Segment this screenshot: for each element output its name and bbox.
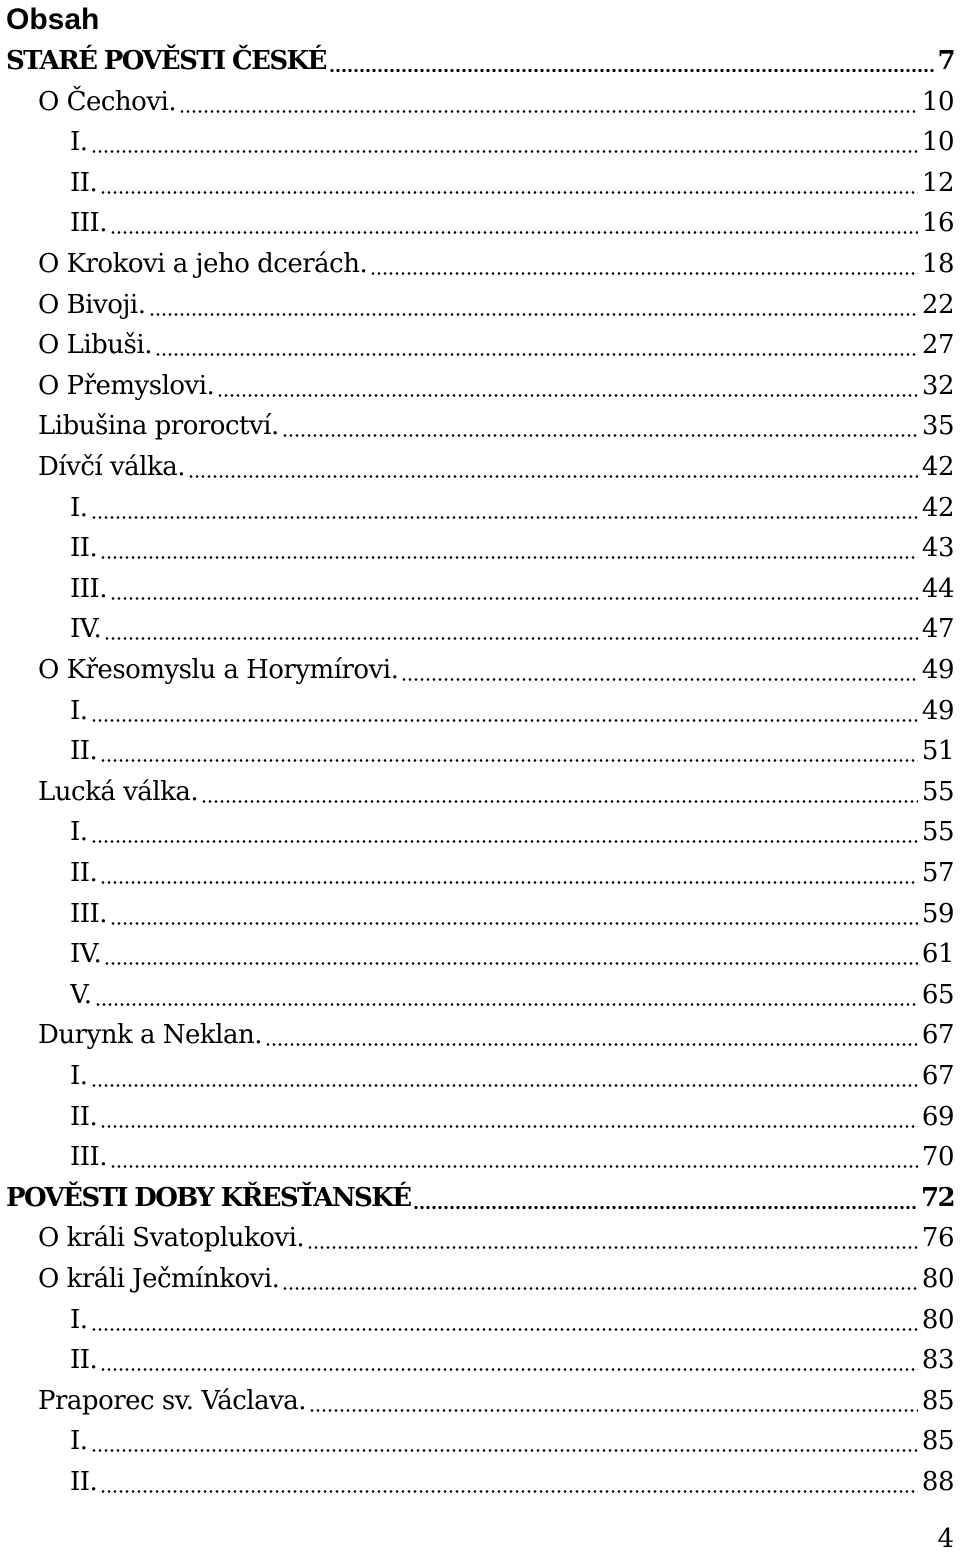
toc-entry-title: V. <box>70 980 92 1010</box>
dot-leader <box>91 840 918 843</box>
dot-leader <box>329 69 934 72</box>
toc-entry-page: 69 <box>921 1102 954 1132</box>
dot-leader <box>188 475 918 478</box>
toc-entry-title: II. <box>70 858 98 888</box>
toc-entry-title: III. <box>70 208 108 238</box>
toc-entry[interactable] <box>70 569 954 609</box>
toc-entry-title: I. <box>70 127 88 157</box>
toc-entry-page: 80 <box>921 1264 954 1294</box>
toc-entry-page: 47 <box>921 614 954 644</box>
toc-entry-title: I. <box>70 1426 88 1456</box>
toc-entry-page: 22 <box>921 290 954 320</box>
dot-leader <box>307 1246 918 1249</box>
dot-leader <box>265 1043 918 1046</box>
dot-leader <box>413 1206 917 1209</box>
dot-leader <box>100 1125 918 1128</box>
dot-leader <box>100 556 918 559</box>
toc-entry-title: Dívčí válka. <box>38 452 186 482</box>
toc-entry[interactable] <box>70 163 954 203</box>
toc-entry[interactable] <box>70 528 954 568</box>
dot-leader <box>110 1165 918 1168</box>
toc-entry-title: II. <box>70 168 98 198</box>
dot-leader <box>110 597 918 600</box>
toc-entry-title: III. <box>70 574 108 604</box>
dot-leader <box>401 678 918 681</box>
dot-leader <box>149 313 918 316</box>
toc-entry[interactable] <box>38 244 954 284</box>
dot-leader <box>91 1084 918 1087</box>
toc-entry-page: 44 <box>921 574 954 604</box>
toc-entry[interactable] <box>70 934 954 974</box>
dot-leader <box>104 962 918 965</box>
toc-entry-page: 49 <box>921 655 954 685</box>
dot-leader <box>91 719 918 722</box>
dot-leader <box>100 1490 918 1493</box>
toc-entry-page: 16 <box>921 208 954 238</box>
dot-leader <box>100 191 918 194</box>
toc-entry[interactable] <box>70 1097 954 1137</box>
toc-entry[interactable] <box>70 1137 954 1177</box>
toc-entry-page: 27 <box>921 330 954 360</box>
toc-entry[interactable] <box>70 894 954 934</box>
toc-entry-title: IV. <box>70 939 102 969</box>
toc-entry-title: O Čechovi. <box>38 87 177 117</box>
dot-leader <box>201 800 918 803</box>
toc-entry[interactable] <box>70 488 954 528</box>
dot-leader <box>370 272 918 275</box>
toc-entry-page: 12 <box>921 168 954 198</box>
toc-entry-page: 42 <box>921 493 954 523</box>
toc-entry-page: 76 <box>921 1223 954 1253</box>
toc-entry-title: IV. <box>70 614 102 644</box>
toc-entry-title: O Libuši. <box>38 330 152 360</box>
toc-entry-page: 80 <box>921 1305 954 1335</box>
toc-entry[interactable] <box>38 1381 954 1421</box>
toc-entry[interactable] <box>38 366 954 406</box>
page-number: 4 <box>937 1524 954 1554</box>
toc-entry-page: 7 <box>937 46 954 76</box>
toc-entry-page: 42 <box>921 452 954 482</box>
toc-entry[interactable] <box>38 1015 954 1055</box>
dot-leader <box>91 1328 918 1331</box>
toc-entry-title: I. <box>70 696 88 726</box>
toc-entry-title: Libušina proroctví. <box>38 411 279 441</box>
dot-leader <box>179 110 918 113</box>
toc-entry[interactable] <box>38 82 954 122</box>
dot-leader <box>95 1003 918 1006</box>
toc-entry-page: 18 <box>921 249 954 279</box>
toc-entry-title: I. <box>70 493 88 523</box>
toc-entry-title: II. <box>70 1102 98 1132</box>
dot-leader <box>91 516 918 519</box>
toc-entry[interactable] <box>70 1340 954 1380</box>
toc-entry[interactable] <box>70 975 954 1015</box>
toc-entry[interactable] <box>70 1421 954 1461</box>
toc-entry-page: 67 <box>921 1061 954 1091</box>
dot-leader <box>100 759 918 762</box>
dot-leader <box>110 922 918 925</box>
toc-entry[interactable] <box>70 1056 954 1096</box>
dot-leader <box>217 394 918 397</box>
dot-leader <box>309 1409 918 1412</box>
toc-entry[interactable] <box>38 325 954 365</box>
toc-entry[interactable] <box>70 812 954 852</box>
toc-entry-page: 55 <box>921 817 954 847</box>
toc-entry-title: III. <box>70 1142 108 1172</box>
dot-leader <box>282 434 918 437</box>
toc-entry[interactable] <box>38 406 954 446</box>
toc-entry-title: O Bivoji. <box>38 290 146 320</box>
toc-entry-title: Praporec sv. Václava. <box>38 1386 307 1416</box>
toc-entry-page: 72 <box>921 1183 954 1213</box>
toc-entry-title: I. <box>70 1305 88 1335</box>
toc-entry-page: 85 <box>921 1386 954 1416</box>
toc-entry-page: 83 <box>921 1345 954 1375</box>
toc-entry-title: Durynk a Neklan. <box>38 1020 262 1050</box>
toc-entry-title: O králi Ječmínkovi. <box>38 1264 280 1294</box>
toc-entry[interactable] <box>70 1462 954 1502</box>
toc-entry-title: POVĚSTI DOBY KŘESŤANSKÉ <box>6 1183 411 1213</box>
toc-entry-title: II. <box>70 1345 98 1375</box>
toc-entry-page: 57 <box>921 858 954 888</box>
toc-entry-title: II. <box>70 533 98 563</box>
toc-entry[interactable] <box>70 853 954 893</box>
toc-entry-page: 59 <box>921 899 954 929</box>
toc-entry-page: 49 <box>921 696 954 726</box>
toc-entry-title: O Křesomyslu a Horymírovi. <box>38 655 399 685</box>
toc-entry-title: II. <box>70 736 98 766</box>
toc-entry-title: III. <box>70 899 108 929</box>
toc-entry[interactable] <box>70 1300 954 1340</box>
dot-leader <box>91 1449 918 1452</box>
toc-entry-page: 51 <box>921 736 954 766</box>
dot-leader <box>100 881 918 884</box>
toc-entry-page: 70 <box>921 1142 954 1172</box>
toc-entry-page: 61 <box>921 939 954 969</box>
dot-leader <box>91 150 918 153</box>
toc-entry-page: 43 <box>921 533 954 563</box>
toc-entry-page: 85 <box>921 1426 954 1456</box>
toc-entry-page: 32 <box>921 371 954 401</box>
toc-entry-page: 67 <box>921 1020 954 1050</box>
toc-entry[interactable] <box>70 203 954 243</box>
toc-entry-page: 55 <box>921 777 954 807</box>
toc-entry-page: 65 <box>921 980 954 1010</box>
toc-entry-page: 10 <box>921 87 954 117</box>
dot-leader <box>110 231 918 234</box>
toc-entry-title: O Přemyslovi. <box>38 371 215 401</box>
toc-entry[interactable] <box>70 122 954 162</box>
dot-leader <box>100 1368 918 1371</box>
toc-entry-title: O Krokovi a jeho dcerách. <box>38 249 368 279</box>
toc-entry[interactable] <box>38 447 954 487</box>
dot-leader <box>282 1287 917 1290</box>
toc-entry[interactable] <box>38 285 954 325</box>
toc-entry-title: I. <box>70 1061 88 1091</box>
toc-entry[interactable] <box>38 1218 954 1258</box>
page-title: Obsah <box>6 3 100 36</box>
toc-entry-title: Lucká válka. <box>38 777 199 807</box>
toc-entry-title: STARÉ POVĚSTI ČESKÉ <box>6 46 326 76</box>
toc-entry[interactable] <box>38 1259 954 1299</box>
toc-entry-title: II. <box>70 1467 98 1497</box>
toc-entry[interactable] <box>70 731 954 771</box>
dot-leader <box>155 353 918 356</box>
toc-entry-page: 35 <box>921 411 954 441</box>
toc-entry[interactable] <box>70 609 954 649</box>
toc-entry[interactable] <box>38 772 954 812</box>
toc-entry-title: I. <box>70 817 88 847</box>
toc-entry-title: O králi Svatoplukovi. <box>38 1223 305 1253</box>
toc-entry[interactable] <box>6 41 954 81</box>
toc-entry-page: 10 <box>921 127 954 157</box>
toc-entry[interactable] <box>38 650 954 690</box>
toc-entry[interactable] <box>6 1178 954 1218</box>
dot-leader <box>104 637 918 640</box>
toc-entry[interactable] <box>70 691 954 731</box>
toc-entry-page: 88 <box>921 1467 954 1497</box>
